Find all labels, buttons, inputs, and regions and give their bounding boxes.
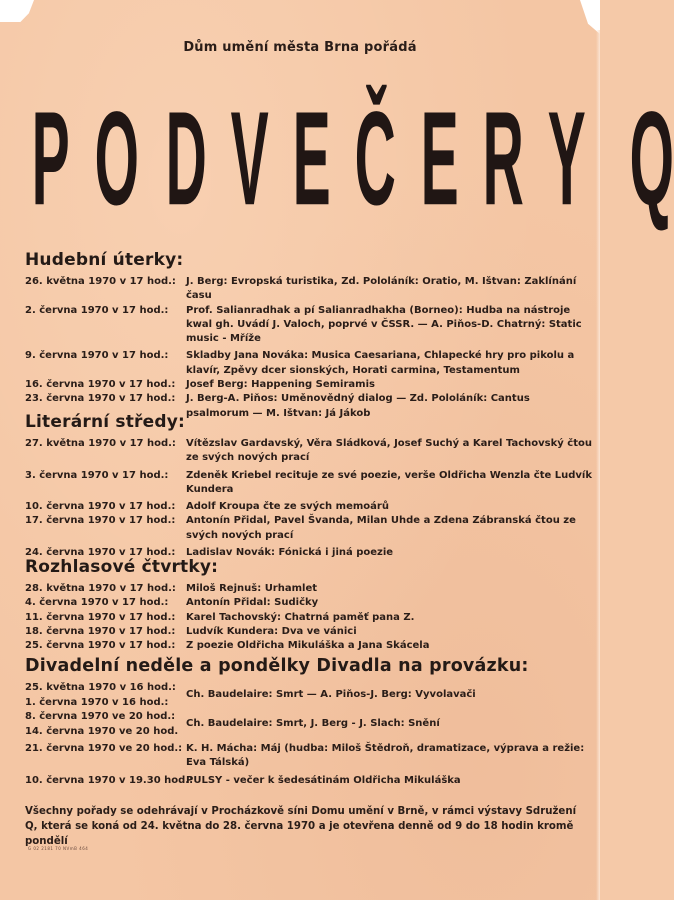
section-heading: Literární středy:: [25, 412, 186, 432]
event-date: 23. června 1970 v 17 hod.:: [25, 393, 176, 405]
event-date: 21. června 1970 ve 20 hod.:: [25, 743, 183, 754]
event-date: 18. června 1970 v 17 hod.:: [25, 625, 176, 637]
event-description: Vítězslav Gardavský, Věra Sládková, Josef Suchý a Karel Tachovský čtou ze svých nových prací: [186, 438, 592, 464]
event-dates: [25, 710, 186, 739]
title-letter: P: [31, 85, 70, 234]
title-letter: D: [165, 85, 207, 234]
event-row: [25, 275, 595, 304]
organizer-line: Dům umění města Brna pořádá: [183, 40, 417, 55]
event-row: [25, 349, 595, 378]
event-row: [25, 469, 595, 498]
event-date: 3. června 1970 v 17 hod.:: [25, 469, 169, 481]
event-date: 11. června 1970 v 17 hod.:: [25, 611, 176, 623]
title-letter: E: [292, 85, 331, 234]
poster-title: [20, 85, 674, 234]
title-letter: R: [482, 85, 524, 234]
event-date: 16. června 1970 v 17 hod.:: [25, 379, 176, 391]
event-description: Prof. Salianradhak a pí Salianradhakha (Borneo): Hudba na nástroje kwal gh. Uvádí J. Valoch, poprvé v ČSSR. — A. Piňos-D. Chatrný: Static music - Mříže: [186, 304, 582, 345]
section-heading: Rozhlasové čtvrtky:: [25, 557, 219, 577]
event-row: [25, 710, 595, 739]
title-letter: Q: [629, 85, 674, 234]
venue-note: Všechny pořady se odehrávají v Procházkově síni Domu umění v Brně, v rámci výstavy Sdružení Q, která se koná od 24. května do 28. června 1970 a je otevřena denně od 9 do 18 hodin kromě pondělí: [25, 806, 577, 847]
event-description: Ludvík Kundera: Dva ve vánici: [186, 625, 357, 637]
event-description: Antonín Přidal, Pavel Švanda, Milan Uhde a Zdena Zábranská čtou ze svých nových prací: [186, 515, 576, 541]
event-date: 14. června 1970 ve 20 hod.: [25, 725, 179, 737]
event-date: 25. května 1970 v 16 hod.:: [25, 682, 176, 693]
title-letter: V: [231, 85, 270, 234]
event-row: [25, 500, 595, 514]
event-description: Skladby Jana Nováka: Musica Caesariana, Chlapecké hry pro pikolu a klavír, Zpěvy dcer sionských, Horati carmina, Testamentum: [186, 350, 575, 376]
event-description: J. Berg-A. Piňos: Uměnovědný dialog — Zd. Pololáník: Cantus psalmorum — M. Ištvan: Já Jákob: [186, 393, 530, 419]
paper-edge-right: [596, 30, 600, 900]
section-music-tuesdays: [25, 250, 595, 421]
title-letter: O: [94, 85, 140, 234]
event-description: Miloš Rejnuš: Urhamlet: [186, 583, 318, 594]
event-description: J. Berg: Evropská turistika, Zd. Pololáník: Oratio, M. Ištvan: Zaklínání času: [186, 276, 577, 302]
event-date: 28. května 1970 v 17 hod.:: [25, 583, 176, 594]
event-description: Z poezie Oldřicha Mikuláška a Jana Skácela: [186, 640, 430, 652]
event-description: Karel Tachovský: Chatrná paměť pana Z.: [186, 611, 415, 623]
event-description: Ch. Baudelaire: Smrt, J. Berg - J. Slach: Snění: [186, 718, 440, 730]
event-row: [25, 611, 595, 625]
title-letter: Y: [548, 85, 587, 234]
event-description: Ladislav Novák: Fónická i jiná poezie: [186, 547, 394, 559]
printer-imprint: G 02 2181 70 NVmB 464: [28, 846, 89, 851]
event-date: 4. června 1970 v 17 hod.:: [25, 597, 169, 609]
event-row: [25, 378, 595, 392]
section-radio-thursdays: [25, 557, 595, 653]
title-letter: E: [420, 85, 459, 234]
event-date: 10. června 1970 v 19.30 hod.:: [25, 774, 194, 786]
event-row: [25, 625, 595, 639]
event-row: [25, 774, 595, 788]
event-row: [25, 514, 595, 543]
event-date: 24. června 1970 v 17 hod.:: [25, 547, 176, 559]
event-description: PULSY - večer k šedesátinám Oldřicha Mikuláška: [186, 774, 461, 786]
event-date: 10. června 1970 v 17 hod.:: [25, 501, 176, 513]
event-date: 25. června 1970 v 17 hod.:: [25, 640, 176, 652]
section-heading: Divadelní neděle a pondělky Divadla na provázku:: [25, 656, 529, 676]
event-description: K. H. Mácha: Máj (hudba: Miloš Štědroň, dramatizace, výprava a režie: Eva Tálská): [186, 743, 585, 769]
event-date: 26. května 1970 v 17 hod.:: [25, 276, 176, 287]
event-row: [25, 742, 595, 771]
title-letter: Č: [354, 85, 396, 234]
section-theatre-sundays-mondays: [25, 656, 595, 788]
event-description: Josef Berg: Happening Semiramis: [186, 379, 375, 391]
event-description: Ch. Baudelaire: Smrt — A. Piňos-J. Berg: Vyvolavači: [186, 689, 476, 701]
event-date: 17. června 1970 v 17 hod.:: [25, 515, 176, 527]
event-dates: [25, 681, 186, 710]
event-date: 27. května 1970 v 17 hod.:: [25, 438, 176, 449]
event-row: [25, 582, 595, 596]
section-literary-wednesdays: [25, 412, 595, 560]
section-heading: Hudební úterky:: [25, 250, 184, 270]
event-row: [25, 681, 595, 710]
event-date: 1. června 1970 v 16 hod.:: [25, 696, 169, 708]
event-row: [25, 304, 595, 347]
event-date: 8. června 1970 ve 20 hod.:: [25, 711, 176, 722]
event-row: [25, 437, 595, 466]
event-date: 2. června 1970 v 17 hod.:: [25, 304, 169, 316]
event-description: Adolf Kroupa čte ze svých memoárů: [186, 501, 389, 513]
event-row: [25, 639, 595, 653]
event-description: Zdeněk Kriebel recituje ze své poezie, verše Oldřicha Wenzla čte Ludvík Kundera: [186, 469, 593, 495]
event-row: [25, 596, 595, 610]
event-date: 9. června 1970 v 17 hod.:: [25, 350, 169, 362]
event-description: Antonín Přidal: Sudičky: [186, 597, 319, 609]
